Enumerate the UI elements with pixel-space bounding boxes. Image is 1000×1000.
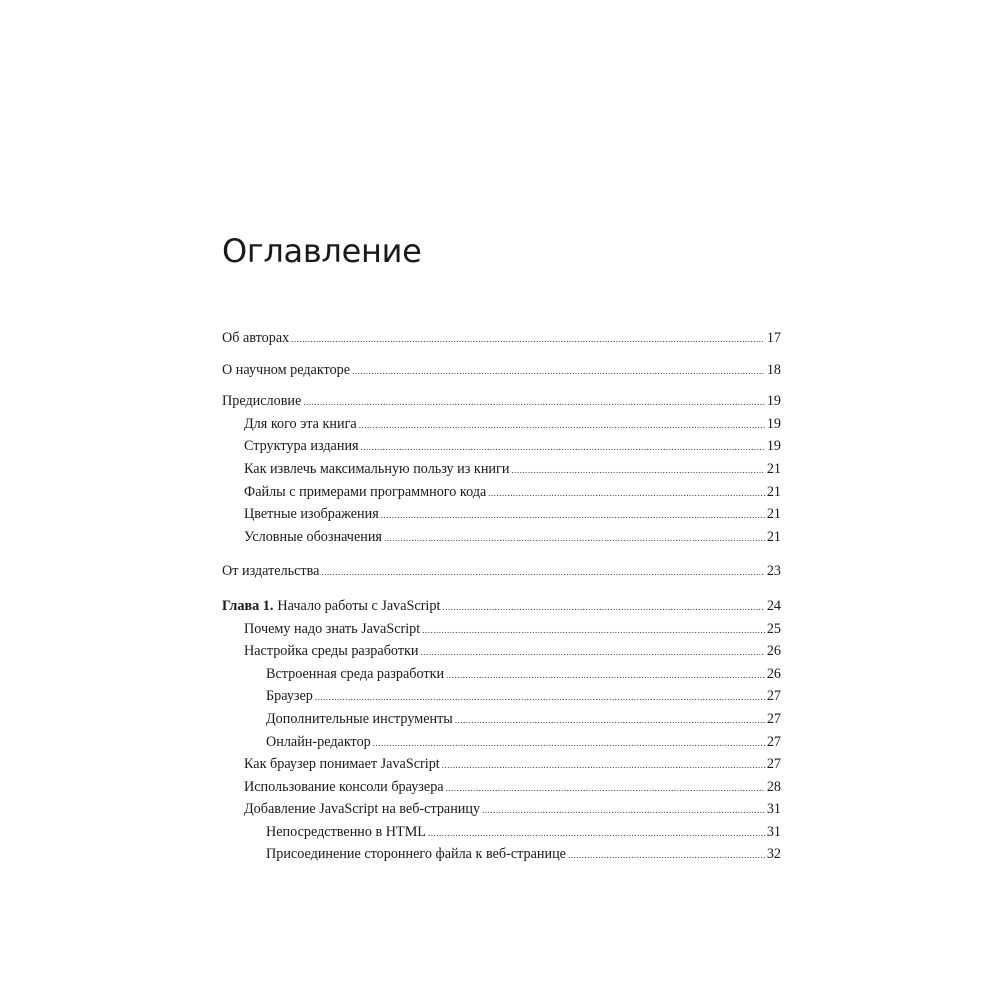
toc-entry-title: Условные обозначения	[244, 528, 382, 545]
toc-entry-page: 27	[766, 710, 781, 727]
toc-entry-title: Для кого эта книга	[244, 415, 357, 432]
toc-entry-page: 24	[766, 597, 781, 614]
dot-leader	[291, 328, 765, 351]
toc-entry-extra-tools[interactable]	[222, 708, 781, 731]
dot-leader	[359, 414, 765, 437]
dot-leader	[422, 619, 765, 642]
toc-entry-page: 21	[766, 506, 781, 523]
toc-entry-color-images[interactable]	[222, 503, 781, 526]
toc-entry-page: 19	[766, 438, 781, 455]
toc-entry-scientific-editor[interactable]	[222, 359, 781, 382]
dot-leader	[303, 391, 764, 414]
dot-leader	[428, 822, 765, 845]
toc-entry-title: Добавление JavaScript на веб-страницу	[244, 801, 481, 818]
dot-leader	[315, 686, 765, 709]
toc-entry-page: 18	[766, 361, 781, 378]
toc-entry-adding-javascript[interactable]	[222, 798, 781, 821]
dot-leader	[442, 596, 764, 619]
dot-leader	[321, 561, 764, 584]
toc-entry-chapter-1[interactable]	[222, 595, 781, 618]
dot-leader	[488, 482, 765, 505]
toc-entry-page: 26	[766, 665, 781, 682]
toc-entry-title: Об авторах	[222, 330, 290, 346]
toc-entry-title: Встроенная среда разработки	[266, 665, 445, 682]
toc-entry-title: Цветные изображения	[244, 506, 379, 523]
toc-entry-browser-console[interactable]	[222, 776, 781, 799]
toc-entry-conventions[interactable]	[222, 526, 781, 549]
page-title: Оглавление	[222, 232, 422, 271]
toc-entry-title: Файлы с примерами программного кода	[244, 483, 487, 500]
toc-entry-dev-environment[interactable]	[222, 640, 781, 663]
toc-entry-title: Использование консоли браузера	[244, 778, 444, 795]
toc-entry-title: От издательства	[222, 563, 320, 580]
toc-entry-title: О научном редакторе	[222, 361, 351, 378]
dot-leader	[455, 709, 765, 732]
toc-entry-structure[interactable]	[222, 435, 781, 458]
toc-entry-title: Как извлечь максимальную пользу из книги	[244, 460, 510, 477]
toc-entry-online-editor[interactable]	[222, 731, 781, 754]
toc-entry-page: 23	[766, 563, 781, 580]
toc-entry-preface[interactable]	[222, 390, 781, 413]
toc-entry-page: 27	[766, 756, 781, 773]
toc-entry-title: Дополнительные инструменты	[266, 710, 453, 727]
toc-entry-page: 27	[766, 733, 781, 750]
toc-entry-page: 32	[766, 846, 781, 863]
dot-leader	[442, 754, 765, 777]
toc-entry-title: Предисловие	[222, 393, 302, 410]
dot-leader	[373, 732, 765, 755]
dot-leader	[361, 436, 765, 459]
toc-entry-title: Онлайн-редактор	[266, 733, 371, 750]
dot-leader	[381, 504, 765, 527]
dot-leader	[568, 844, 765, 867]
toc-entry-audience[interactable]	[222, 413, 781, 436]
toc-entry-page: 26	[766, 643, 781, 660]
toc-entry-ide[interactable]	[222, 663, 781, 686]
toc-entry-title: Настройка среды разработки	[244, 643, 419, 660]
toc-entry-page: 21	[766, 528, 781, 545]
dot-leader	[384, 527, 765, 550]
toc-entry-browser[interactable]	[222, 685, 781, 708]
dot-leader	[446, 777, 765, 800]
toc-entry-page: 21	[766, 460, 781, 477]
toc-entry-title: Непосредственно в HTML	[266, 823, 426, 840]
toc-entry-inline-html[interactable]	[222, 821, 781, 844]
dot-leader	[421, 641, 765, 664]
toc-entry-page: 31	[766, 801, 781, 818]
toc-entry-external-file[interactable]	[222, 843, 781, 866]
toc-entry-about-authors[interactable]	[222, 327, 781, 350]
dot-leader	[352, 360, 765, 383]
toc-entry-how-browser-understands[interactable]	[222, 753, 781, 776]
toc-entry-title: Почему надо знать JavaScript	[244, 620, 421, 637]
toc-entry-why-javascript[interactable]	[222, 618, 781, 641]
dot-leader	[511, 459, 764, 482]
toc-entry-page: 27	[766, 688, 781, 705]
chapter-title: Начало работы с JavaScript	[277, 597, 441, 614]
dot-leader	[482, 799, 765, 822]
toc-entry-title: Присоединение стороннего файла к веб-странице	[266, 846, 566, 863]
toc-entry-max-benefit[interactable]	[222, 458, 781, 481]
chapter-number: Глава 1.	[222, 597, 274, 614]
toc-entry-page: 21	[766, 483, 781, 500]
toc-entry-page: 19	[766, 393, 781, 410]
dot-leader	[446, 664, 765, 687]
toc-entry-from-publisher[interactable]	[222, 560, 781, 583]
toc-entry-page: 28	[766, 778, 781, 795]
toc-entry-page: 25	[766, 620, 781, 637]
toc-entry-title	[222, 595, 440, 618]
toc-entry-page: 17	[766, 330, 781, 346]
toc-entry-page: 19	[766, 415, 781, 432]
toc-entry-example-files[interactable]	[222, 481, 781, 504]
toc-entry-title: Как браузер понимает JavaScript	[244, 756, 440, 773]
toc-entry-title: Структура издания	[244, 438, 359, 455]
table-of-contents	[222, 327, 781, 866]
toc-entry-title: Браузер	[266, 688, 313, 705]
toc-entry-page: 31	[766, 823, 781, 840]
